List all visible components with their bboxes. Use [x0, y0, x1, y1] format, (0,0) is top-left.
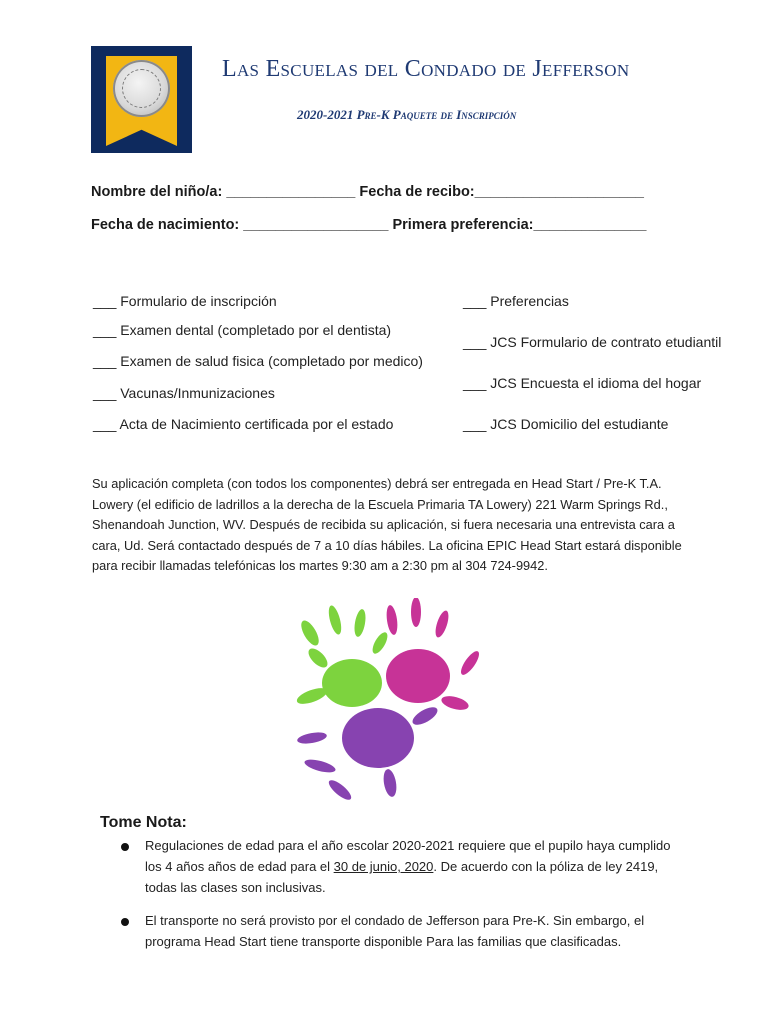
form-line-name-date[interactable]: Nombre del niño/a: ________________ Fecha de recibo:_____________________: [91, 184, 644, 200]
checklist-item[interactable]: ___ Preferencias: [463, 293, 569, 309]
handprints-image: [290, 598, 490, 804]
page-title: Las Escuelas del Condado de Jefferson: [222, 56, 630, 82]
note-item-age: Regulaciones de edad para el año escolar 2020-2021 requiere que el pupilo haya cumplido los 4 años años de edad para el 30 de junio, 2020. De acuerdo con la póliza de ley 2419, todas las clases son inclusivas.: [145, 838, 671, 895]
seal-icon: [113, 60, 170, 117]
form-line-birth-preference[interactable]: Fecha de nacimiento: __________________ Primera preferencia:______________: [91, 217, 647, 233]
notes-title: Tome Nota:: [100, 814, 187, 831]
checklist-item[interactable]: ___ Examen dental (completado por el dentista): [93, 322, 392, 338]
instructions-paragraph: Su aplicación completa (con todos los componentes) debrá ser entregada en Head Start / Pre-K T.A. Lowery (el edificio de ladrillos a la derecha de la Escuela Primaria TA Lowery) 221 Warm Springs Rd., Shenandoah Junction, WV. Después de recibida su aplicación, si fuera necesaria una entrevista cara a cara, Ud. Será contactado después de 7 a 10 días hábiles. La oficina EPIC Head Start estará disponible para recibir llamadas telefónicas los martes 9:30 am a 2:30 pm al 304 724-9942.: [92, 476, 682, 573]
checklist-item[interactable]: ___ Formulario de inscripción: [93, 293, 277, 309]
checklist-item[interactable]: ___ JCS Domicilio del estudiante: [463, 416, 669, 432]
checklist-item[interactable]: ___ JCS Encuesta el idioma del hogar: [463, 375, 702, 391]
checklist-item[interactable]: ___ JCS Formulario de contrato etudiantil: [463, 334, 722, 350]
checklist-item[interactable]: ___ Vacunas/Inmunizaciones: [93, 385, 275, 401]
checklist-item[interactable]: ___ Examen de salud fisica (completado por medico): [93, 353, 423, 369]
deadline-date: 30 de junio, 2020: [333, 859, 434, 874]
page-subtitle: 2020-2021 Pre-K Paquete de Inscripción: [297, 107, 517, 122]
bullet-icon: [121, 843, 129, 851]
checklist-item[interactable]: ___ Acta de Nacimiento certificada por el estado: [93, 416, 394, 432]
bullet-icon: [121, 918, 129, 926]
school-logo: [91, 46, 192, 153]
note-item-transport: El transporte no será provisto por el condado de Jefferson para Pre-K. Sin embargo, el programa Head Start tiene transporte disponible Para las familias que clasificadas.: [145, 913, 645, 949]
